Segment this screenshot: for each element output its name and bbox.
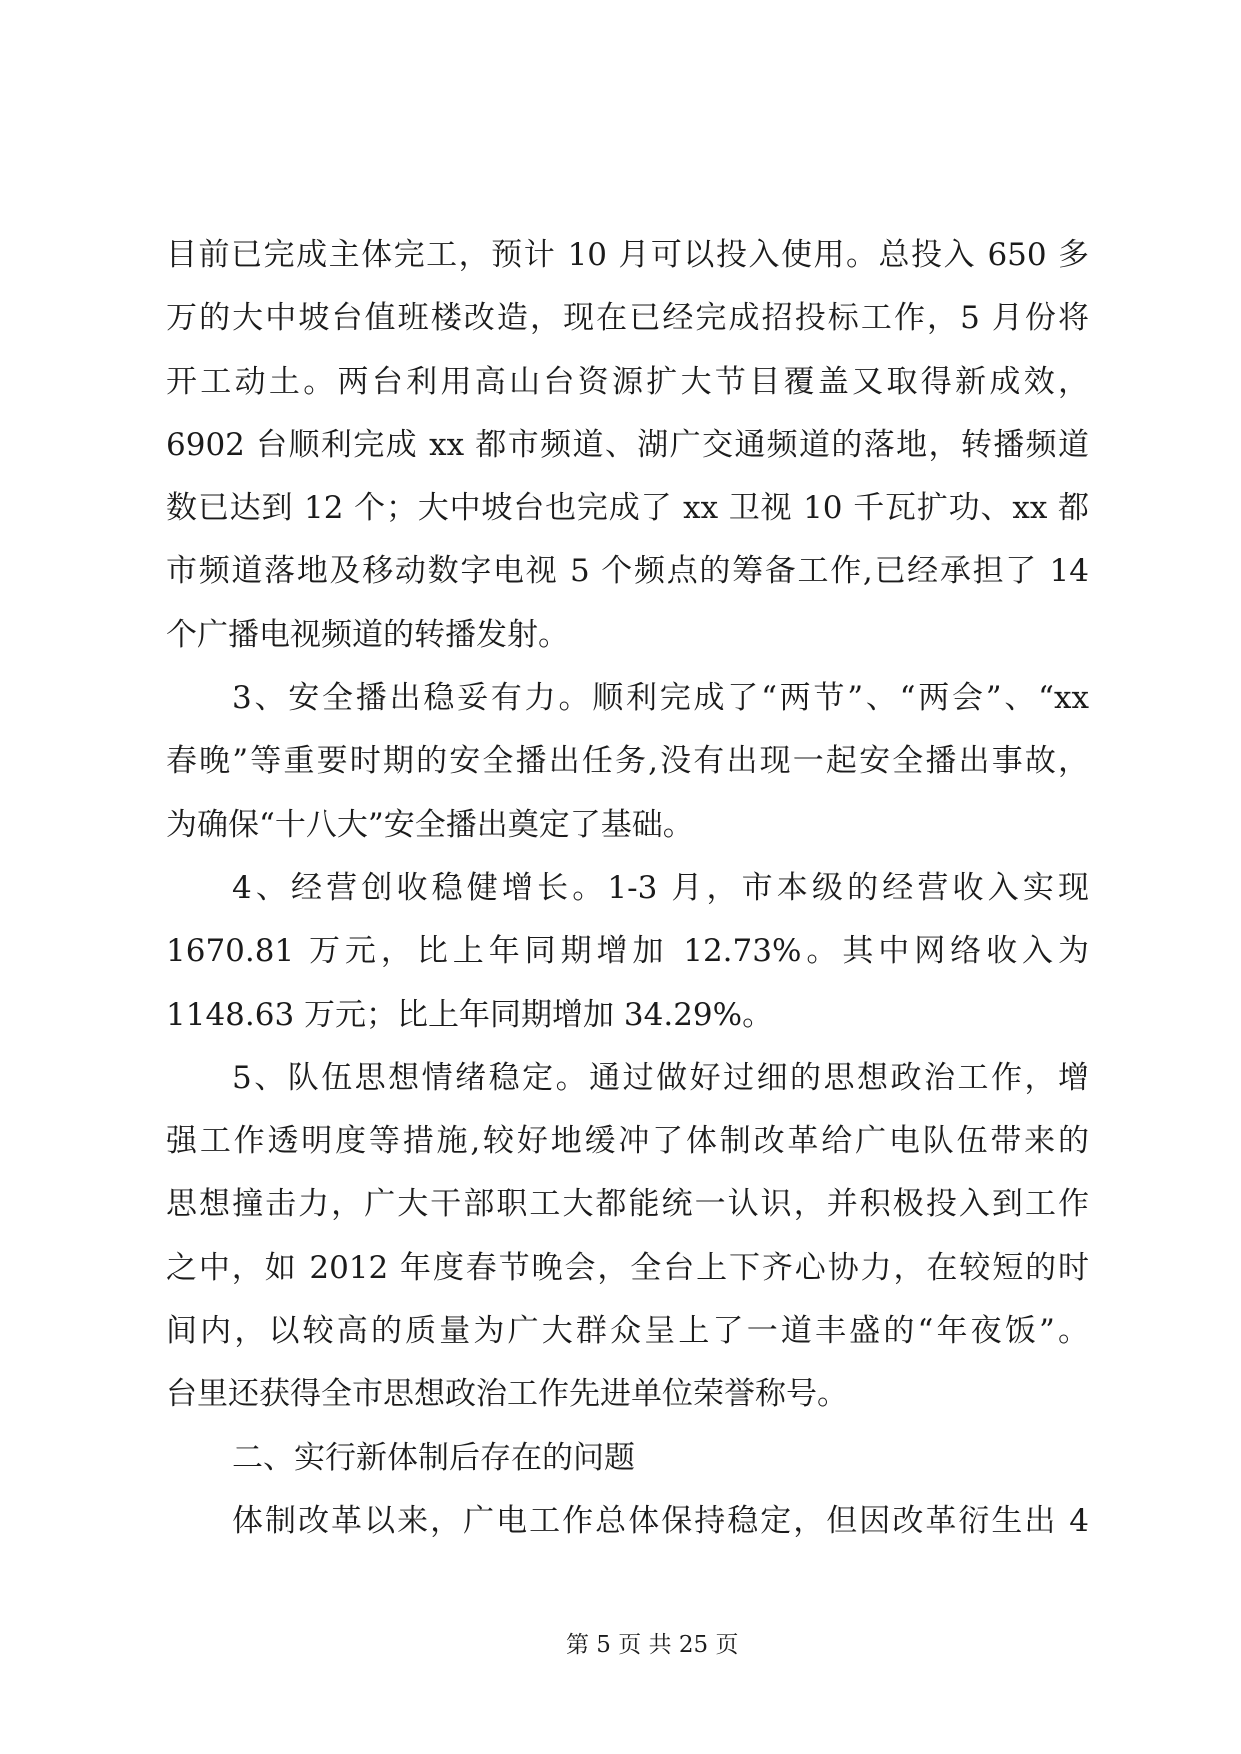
text-line: 春晚”等重要时期的安全播出任务,没有出现一起安全播出事故， [166,743,1089,780]
text-line: 思想撞击力，广大干部职工大都能统一认识，并积极投入到工作 [166,1186,1089,1223]
paragraph-continued [166,224,1089,667]
paragraph-item-5 [166,1047,1089,1427]
text-line: 之中，如 2012 年度春节晚会，全台上下齐心协力，在较短的时 [166,1249,1089,1286]
text-line: 目前已完成主体完工，预计 10 月可以投入使用。总投入 650 多 [166,237,1089,273]
page-number-footer: 第 5 页 共 25 页 [566,1632,739,1658]
text-line: 3、安全播出稳妥有力。顺利完成了“两节”、“两会”、“xx [232,680,1089,717]
text-line: 5、队伍思想情绪稳定。通过做好过细的思想政治工作，增 [232,1059,1089,1096]
text-line: 万的大中坡台值班楼改造，现在已经完成招投标工作，5 月份将 [166,300,1089,337]
paragraph-section-intro [166,1490,1089,1553]
text-line: 1148.63 万元；比上年同期增加 34.29%。 [166,996,774,1033]
section-heading-text: 二、实行新体制后存在的问题 [232,1439,635,1476]
text-line: 台里还获得全市思想政治工作先进单位荣誉称号。 [166,1376,848,1413]
text-line: 1670.81 万元，比上年同期增加 12.73%。其中网络收入为 [166,933,1089,970]
text-line: 强工作透明度等措施,较好地缓冲了体制改革给广电队伍带来的 [166,1123,1089,1160]
text-line: 为确保“十八大”安全播出奠定了基础。 [166,806,694,843]
section-heading [166,1427,1089,1490]
document-body [166,224,1089,1553]
text-line: 开工动土。两台利用高山台资源扩大节目覆盖又取得新成效， [166,363,1089,400]
text-line: 市频道落地及移动数字电视 5 个频点的筹备工作,已经承担了 14 [166,553,1089,590]
paragraph-item-4 [166,857,1089,1047]
text-line: 个广播电视频道的转播发射。 [166,616,569,653]
text-line: 间内，以较高的质量为广大群众呈上了一道丰盛的“年夜饭”。 [166,1313,1089,1350]
text-line: 数已达到 12 个；大中坡台也完成了 xx 卫视 10 千瓦扩功、xx 都 [166,490,1089,527]
paragraph-item-3 [166,667,1089,857]
text-line: 6902 台顺利完成 xx 都市频道、湖广交通频道的落地，转播频道 [166,426,1089,463]
text-line: 4、经营创收稳健增长。1-3 月，市本级的经营收入实现 [232,869,1089,906]
text-line: 体制改革以来，广电工作总体保持稳定，但因改革衍生出 4 [232,1502,1089,1539]
